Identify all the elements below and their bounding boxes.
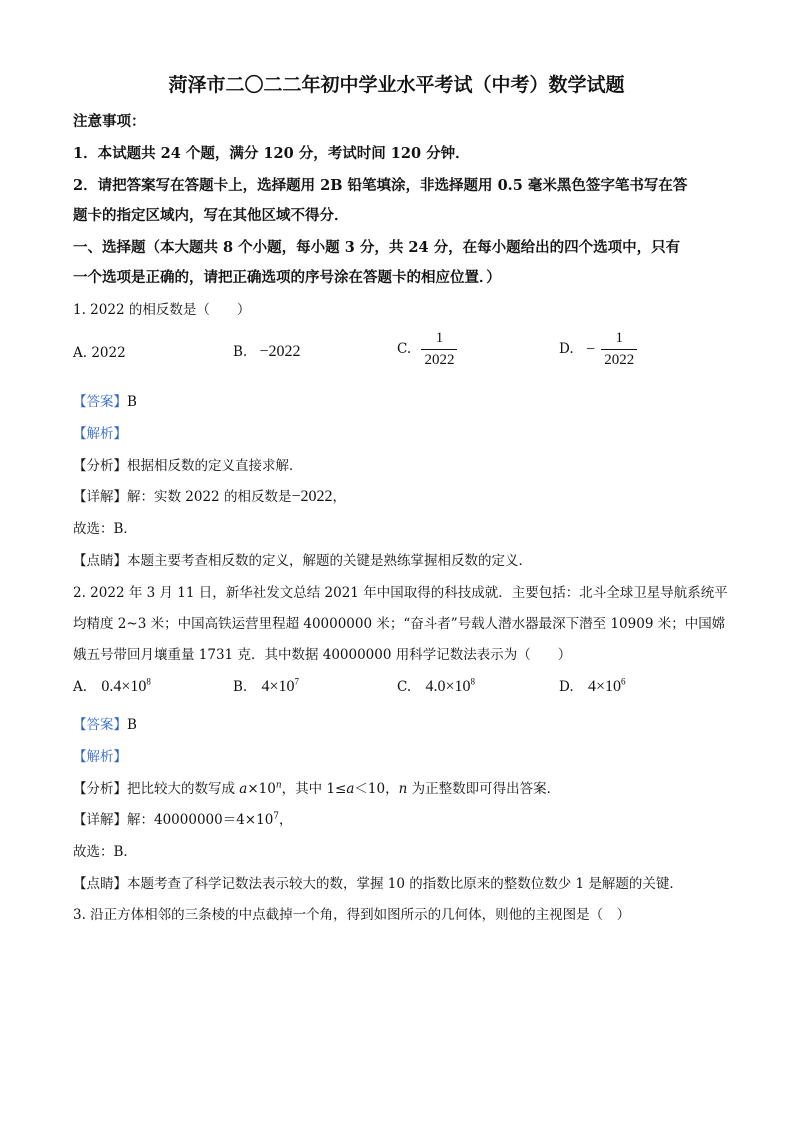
q1-option-d-label: D. — [559, 341, 574, 357]
q2-option-a-exponent: 8 — [146, 676, 151, 687]
q2-option-d-label: D. — [559, 679, 574, 695]
q1-option-c-fraction — [421, 330, 457, 369]
q2-option-d — [559, 678, 625, 696]
q1-answer — [73, 390, 733, 410]
answer-value: B — [127, 717, 137, 733]
q1-xiangjie-post: ， — [332, 489, 346, 505]
q2-fenxi-mid2: ＜10， — [354, 781, 399, 797]
q1-option-d-fraction — [601, 330, 637, 369]
q1-option-b — [233, 343, 301, 361]
q1-option-c — [397, 330, 457, 369]
answer-tag: 【答案】 — [73, 394, 127, 410]
q1-stem: 1. 2022 的相反数是（ ） — [73, 302, 251, 318]
q1-analysis-tag: 【解析】 — [73, 426, 127, 442]
q2-xiangjie-pre: 【详解】解：40000000＝4×10 — [73, 812, 274, 828]
q1-xiangjie — [73, 485, 733, 506]
q2-stem-line-3: 娥五号带回月壤重量 1731 克．其中数据 40000000 用科学记数法表示为（ ） — [73, 647, 572, 663]
q2-option-c-exponent: 8 — [470, 676, 475, 687]
q2-xiangjie — [73, 808, 733, 828]
q2-option-a — [73, 678, 151, 696]
q1-option-d-sign: − — [585, 340, 595, 358]
q2-answer — [73, 713, 733, 733]
fraction-numerator: 1 — [435, 330, 444, 346]
answer-value: B — [127, 394, 137, 410]
q2-option-b — [233, 678, 299, 696]
notice-item-1: 1．本试题共 24 个题，满分 120 分，考试时间 120 分钟． — [73, 145, 470, 162]
q2-option-a-base: 0.4×10 — [101, 678, 147, 695]
q1-option-b-label: B. — [233, 344, 248, 360]
fraction-denominator: 2022 — [601, 349, 637, 369]
q2-option-b-base: 4×10 — [261, 678, 295, 695]
q2-option-c-label: C. — [397, 679, 412, 695]
q2-xiangjie-exp: 7 — [273, 811, 280, 822]
q2-fenxi-x10: ×10 — [247, 781, 276, 797]
q2-stem-line-1: 2. 2022 年 3 月 11 日，新华社发文总结 2021 年中国取得的科技成就．主要包括：北斗全球卫星导航系统平 — [73, 585, 728, 601]
q2-analysis-tag: 【解析】 — [73, 749, 127, 765]
q2-option-a-label: A. — [73, 679, 88, 695]
section-heading-line-1: 一、选择题（本大题共 8 个小题，每小题 3 分，共 24 分，在每小题给出的四个选项中，只有 — [73, 239, 681, 256]
q2-fenxi-pre: 【分析】把比较大的数写成 — [73, 781, 240, 797]
q2-dianjing: 【点睛】本题考查了科学记数法表示较大的数，掌握 10 的指数比原来的整数位数少 1 是解题的关键． — [73, 876, 683, 892]
q2-stem-line-2: 均精度 2~3 米；中国高铁运营里程超 40000000 米；“奋斗者”号载人潜水器最深下潜至 10909 米；中国嫦 — [73, 616, 726, 632]
q2-fenxi-n2: n — [398, 781, 408, 797]
q1-xiangjie-value: −2022 — [291, 488, 333, 505]
q1-option-b-value: −2022 — [259, 343, 301, 360]
q1-guxuan: 故选：B． — [73, 521, 137, 537]
q2-option-d-exponent: 6 — [620, 676, 626, 687]
q1-option-d — [559, 330, 637, 369]
q2-fenxi — [73, 777, 733, 797]
q2-fenxi-post: 为正整数即可得出答案． — [407, 781, 561, 797]
q2-option-d-base: 4×10 — [587, 678, 621, 695]
q1-fenxi: 【分析】根据相反数的定义直接求解． — [73, 458, 303, 474]
q1-option-a: A. 2022 — [73, 345, 126, 361]
page-title: 菏泽市二〇二二年初中学业水平考试（中考）数学试题 — [168, 74, 625, 96]
q3-stem: 3. 沿正方体相邻的三条棱的中点截掉一个角，得到如图所示的几何体，则他的主视图是（ ） — [73, 907, 631, 923]
q2-option-b-label: B. — [233, 679, 248, 695]
q1-option-c-label: C. — [397, 341, 412, 357]
q2-guxuan: 故选：B． — [73, 844, 137, 860]
notice-heading: 注意事项： — [73, 113, 146, 130]
section-heading-line-2: 一个选项是正确的，请把正确选项的序号涂在答题卡的相应位置．） — [73, 269, 501, 286]
answer-tag: 【答案】 — [73, 717, 127, 733]
notice-item-2-line-1: 2．请把答案写在答题卡上，选择题用 2B 铅笔填涂，非选择题用 0.5 毫米黑色签字笔书写在答 — [73, 177, 688, 194]
q2-option-b-exponent: 7 — [294, 676, 300, 687]
q2-xiangjie-post: ， — [279, 812, 293, 828]
fraction-denominator: 2022 — [421, 349, 457, 369]
q2-fenxi-a: a — [239, 781, 248, 797]
q1-xiangjie-text: 【详解】解：实数 2022 的相反数是 — [73, 489, 292, 505]
q2-fenxi-n: n — [275, 780, 282, 791]
q2-fenxi-mid: ，其中 1≤ — [281, 781, 347, 797]
fraction-numerator: 1 — [615, 330, 624, 346]
q2-option-c-base: 4.0×10 — [425, 678, 471, 695]
notice-item-2-line-2: 题卡的指定区域内，写在其他区域不得分． — [73, 207, 349, 224]
q2-option-c — [397, 678, 475, 696]
q1-dianjing: 【点睛】本题主要考查相反数的定义，解题的关键是熟练掌握相反数的定义． — [73, 553, 532, 569]
q2-fenxi-a2: a — [346, 781, 355, 797]
